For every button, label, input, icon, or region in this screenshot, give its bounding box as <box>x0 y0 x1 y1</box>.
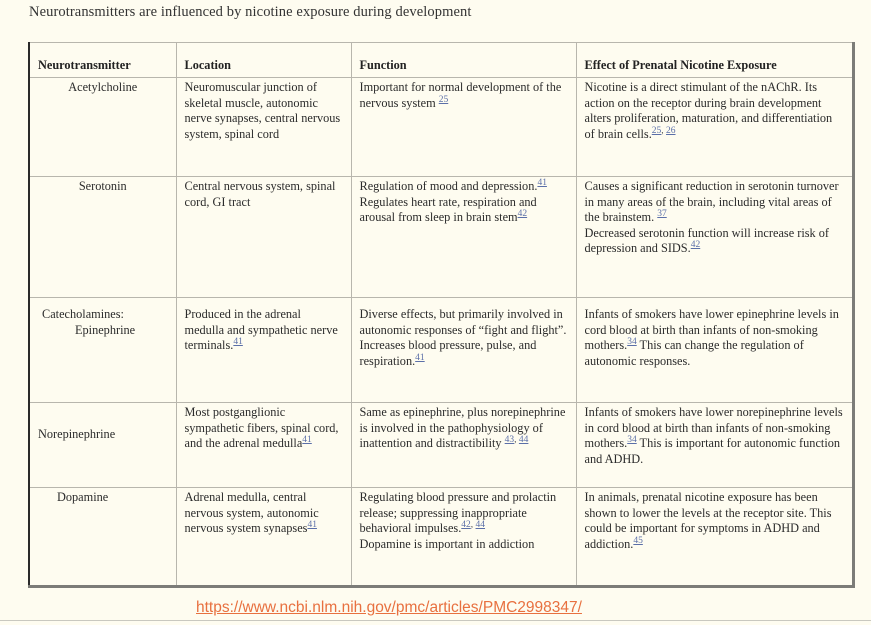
location-text: Adrenal medulla, central nervous system, autonomic nervous system synapses <box>184 490 319 536</box>
location-text: Produced in the adrenal medulla and sympathetic nerve terminals. <box>184 307 338 353</box>
header-location: Location <box>176 43 351 78</box>
function-text: Diverse effects, but primarily involved in autonomic responses of “fight and flight”. Increases blood pressure, pulse, and respiration. <box>359 307 567 368</box>
location-text: Central nervous system, spinal cord, GI tract <box>184 179 336 209</box>
function-text: Same as epinephrine, plus norepinephrine is involved in the pathophysiology of inattention and distractibility <box>359 405 566 451</box>
header-function: Function <box>351 43 576 78</box>
function-text: Regulates heart rate, respiration and arousal from sleep in brain stem <box>359 194 537 225</box>
location-cell <box>176 177 351 298</box>
effect-text: Infants of smokers have lower norepinephrine levels in cord blood at birth than infants of non-smoking mothers. <box>584 405 843 451</box>
reference-link[interactable]: 41 <box>307 520 317 531</box>
reference-link[interactable]: 25 <box>651 125 662 136</box>
reference-link[interactable]: 26 <box>666 125 676 136</box>
group-label: Catecholamines: <box>42 307 124 321</box>
table-row <box>29 177 853 298</box>
function-text: Dopamine is important in addiction <box>359 536 535 551</box>
function-cell <box>351 177 576 298</box>
location-cell <box>176 298 351 403</box>
function-text: Important for normal development of the nervous system <box>359 80 562 110</box>
effect-text: In animals, prenatal nicotine exposure has been shown to lower the levels at the receptor site. This could be important for symptoms in ADHD and addiction. <box>584 490 832 551</box>
reference-link[interactable]: 42 <box>517 209 528 220</box>
effect-cell <box>576 78 853 177</box>
effect-text: Infants of smokers have lower epinephrine levels in cord blood at birth than infants of non-smoking mothers. <box>584 307 839 353</box>
effect-text: Causes a significant reduction in serotonin turnover in many areas of the brain, including vital areas of the brainstem. <box>584 179 839 225</box>
table-header-row <box>29 43 853 78</box>
reference-link[interactable]: 42 <box>461 520 471 531</box>
reference-link[interactable]: 41 <box>537 178 547 188</box>
table-row <box>29 78 853 177</box>
effect-cell <box>576 403 853 488</box>
neurotransmitter-cell: Serotonin <box>29 177 176 298</box>
location-cell <box>176 403 351 488</box>
effect-text: This can change the regulation of autonomic responses. <box>584 338 804 368</box>
location-cell <box>176 488 351 587</box>
reference-link[interactable]: 34 <box>627 337 637 348</box>
reference-separator: , <box>661 125 667 136</box>
reference-link[interactable]: 43 <box>504 435 515 446</box>
source-url-link[interactable]: https://www.ncbi.nlm.nih.gov/pmc/articles/PMC2998347/ <box>196 599 582 616</box>
reference-link[interactable]: 45 <box>633 535 643 546</box>
reference-link[interactable]: 25 <box>438 94 449 105</box>
table-row <box>29 403 853 488</box>
neurotransmitter-cell: Dopamine <box>29 488 176 587</box>
effect-text: This is important for autonomic function and ADHD. <box>584 436 841 466</box>
function-text: Regulating blood pressure and prolactin release; suppressing inappropriate behavioral impulses. <box>359 490 557 536</box>
reference-link[interactable]: 34 <box>627 435 637 446</box>
header-effect: Effect of Prenatal Nicotine Exposure <box>576 43 853 78</box>
reference-link[interactable]: 44 <box>518 435 529 446</box>
function-cell <box>351 403 576 488</box>
location-text: Most postganglionic sympathetic fibers, spinal cord, and the adrenal medulla <box>184 405 339 451</box>
neurotransmitter-cell: Norepinephrine <box>29 403 176 488</box>
bottom-divider <box>0 620 871 621</box>
function-cell <box>351 298 576 403</box>
effect-text: Nicotine is a direct stimulant of the nAChR. Its action on the receptor during brain development alters proliferation, maturation, and differentiation of brain cells. <box>584 80 833 141</box>
reference-link[interactable]: 44 <box>475 520 486 531</box>
effect-text: Decreased serotonin function will increase risk of depression and SIDS. <box>584 225 829 256</box>
location-cell <box>176 78 351 177</box>
reference-link[interactable]: 41 <box>302 435 312 446</box>
reference-separator: , <box>514 435 519 446</box>
reference-link[interactable]: 42 <box>690 240 701 251</box>
table-row <box>29 488 853 587</box>
location-text: Neuromuscular junction of skeletal muscle, autonomic nerve synapses, central nervous system, spinal cord <box>184 80 341 141</box>
table-caption: Neurotransmitters are influenced by nicotine exposure during development <box>29 4 472 20</box>
effect-cell <box>576 298 853 403</box>
neurotransmitter-table <box>28 42 855 588</box>
effect-cell <box>576 488 853 587</box>
function-cell <box>351 78 576 177</box>
effect-cell <box>576 177 853 298</box>
reference-link[interactable]: 37 <box>657 209 667 220</box>
neurotransmitter-name: Epinephrine <box>75 322 136 337</box>
reference-link[interactable]: 41 <box>415 352 425 363</box>
reference-separator: , <box>470 520 476 531</box>
header-neurotransmitter: Neurotransmitter <box>29 43 176 78</box>
function-cell <box>351 488 576 587</box>
table-row <box>29 298 853 403</box>
function-text: Regulation of mood and depression. <box>359 179 538 193</box>
neurotransmitter-cell: Acetylcholine <box>29 78 176 177</box>
reference-link[interactable]: 41 <box>233 337 243 348</box>
neurotransmitter-cell <box>29 298 176 403</box>
